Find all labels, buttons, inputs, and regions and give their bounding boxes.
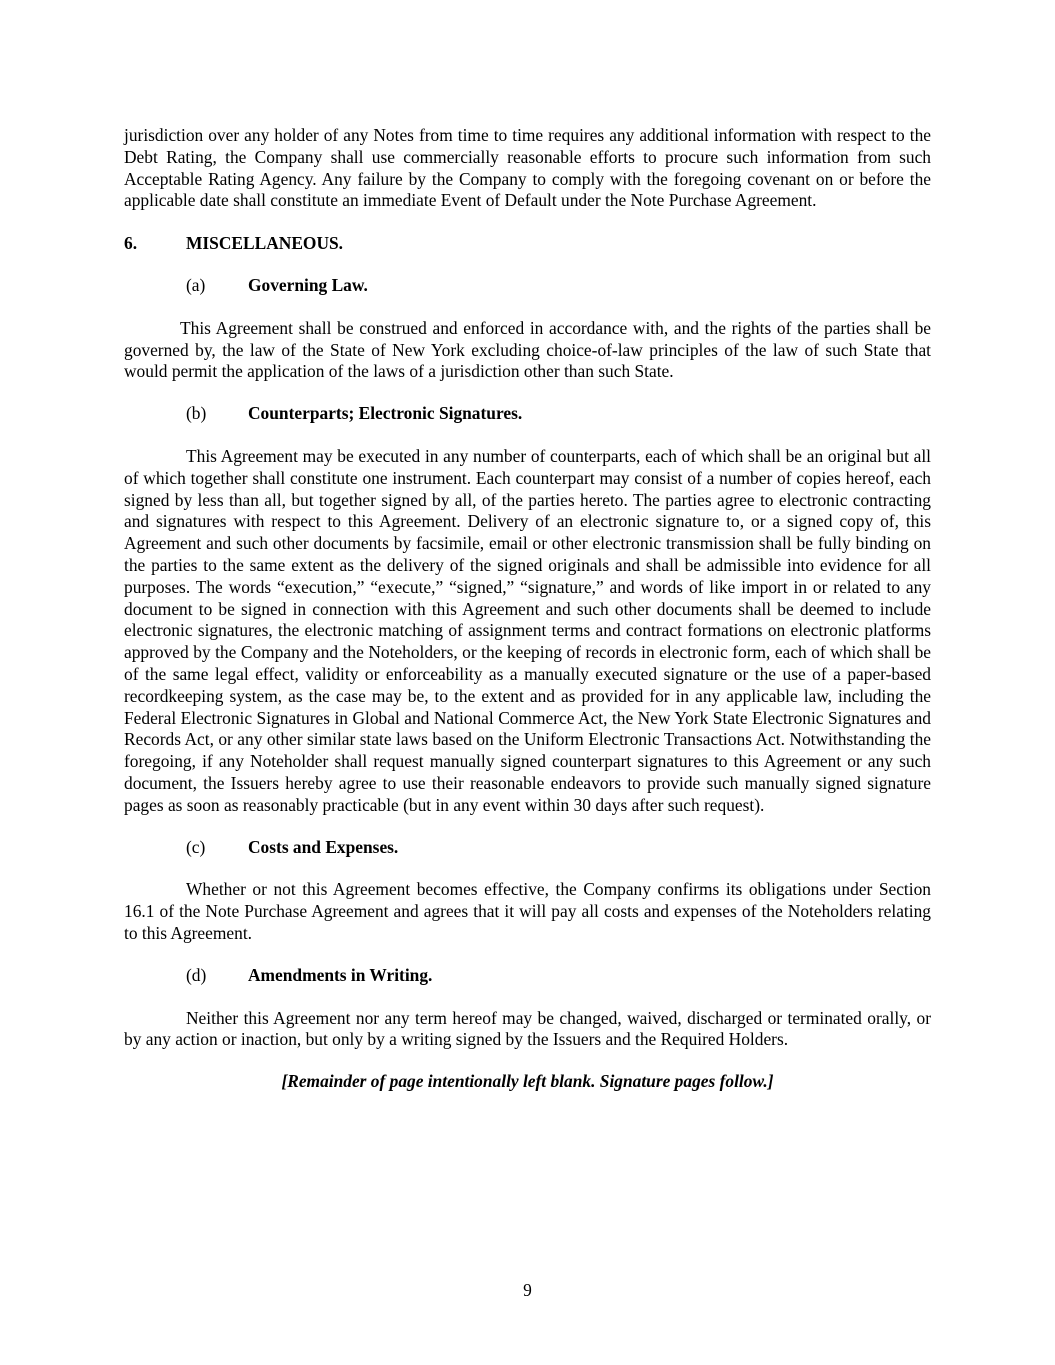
- subsection-letter: (a): [186, 274, 206, 295]
- subsection-letter: (b): [186, 403, 207, 424]
- subsection-heading-costs-expenses: [186, 837, 931, 859]
- page-number: 9: [523, 1280, 532, 1300]
- subsection-title: Amendments in Writing.: [248, 964, 433, 985]
- subsection-heading-governing-law: [186, 275, 931, 297]
- counterparts-paragraph: This Agreement may be executed in any number of counterparts, each of which shall be an original but all of which together shall constitute one instrument. Each counterpart may consist of a number of copies hereof, each signed by less than all, but together signed by all, of the parties hereto. The parties agree to electronic contracting and signatures with respect to this Agreement. Delivery of an electronic signature to, or a signed copy of, this Agreement and such other documents by facsimile, email or other electronic transmission shall be fully binding on the parties to the same extent as the delivery of the signed originals and shall be admissible into evidence for all purposes. The words “execution,” “execute,” “signed,” “signature,” and words of like import in or related to any document to be signed in connection with this Agreement and such other documents shall be deemed to include electronic signatures, the electronic matching of assignment terms and contract formations on electronic platforms approved by the Company and the Noteholders, or the keeping of records in electronic form, each of which shall be of the same legal effect, validity or enforceability as a manually executed signature or the use of a paper-based recordkeeping system, as the case may be, to the extent and as provided for in any applicable law, including the Federal Electronic Signatures in Global and National Commerce Act, the New York State Electronic Signatures and Records Act, or any other similar state laws based on the Uniform Electronic Transactions Act. Notwithstanding the foregoing, if any Noteholder shall request manually signed counterpart signatures to this Agreement or any such document, the Issuers hereby agree to use their reasonable endeavors to provide such manually signed signature pages as soon as reasonably practicable (but in any event within 30 days after such request).: [124, 445, 931, 815]
- subsection-letter: (c): [186, 836, 206, 857]
- subsection-letter: (d): [186, 964, 207, 985]
- remainder-blank-note: [Remainder of page intentionally left blank. Signature pages follow.]: [281, 1071, 774, 1092]
- subsection-heading-counterparts: [186, 403, 931, 425]
- subsection-title: Counterparts; Electronic Signatures.: [248, 403, 523, 424]
- subsection-title: Costs and Expenses.: [248, 836, 399, 857]
- section-number: 6.: [124, 233, 138, 254]
- section-title: MISCELLANEOUS.: [186, 233, 344, 254]
- governing-law-paragraph: This Agreement shall be construed and enforced in accordance with, and the rights of the parties shall be governed by, the law of the State of New York excluding choice-of-law principles of the law of such State that would permit the application of the laws of a jurisdiction other than such State.: [124, 317, 931, 382]
- document-page: [124, 125, 931, 1093]
- subsection-title: Governing Law.: [248, 274, 368, 295]
- costs-expenses-paragraph: Whether or not this Agreement becomes effective, the Company confirms its obligations under Section 16.1 of the Note Purchase Agreement and agrees that it will pay all costs and expenses of the Noteholders relating to this Agreement.: [124, 879, 931, 943]
- amendments-paragraph: Neither this Agreement nor any term hereof may be changed, waived, discharged or terminated orally, or by any action or inaction, but only by a writing signed by the Issuers and the Required Holders.: [124, 1007, 931, 1050]
- intro-paragraph: jurisdiction over any holder of any Notes from time to time requires any additional information with respect to the Debt Rating, the Company shall use commercially reasonable efforts to procure such information from such Acceptable Rating Agency. Any failure by the Company to comply with the foregoing covenant on or before the applicable date shall constitute an immediate Event of Default under the Note Purchase Agreement.: [124, 125, 931, 211]
- subsection-heading-amendments: [186, 965, 931, 987]
- section-heading: [124, 233, 931, 255]
